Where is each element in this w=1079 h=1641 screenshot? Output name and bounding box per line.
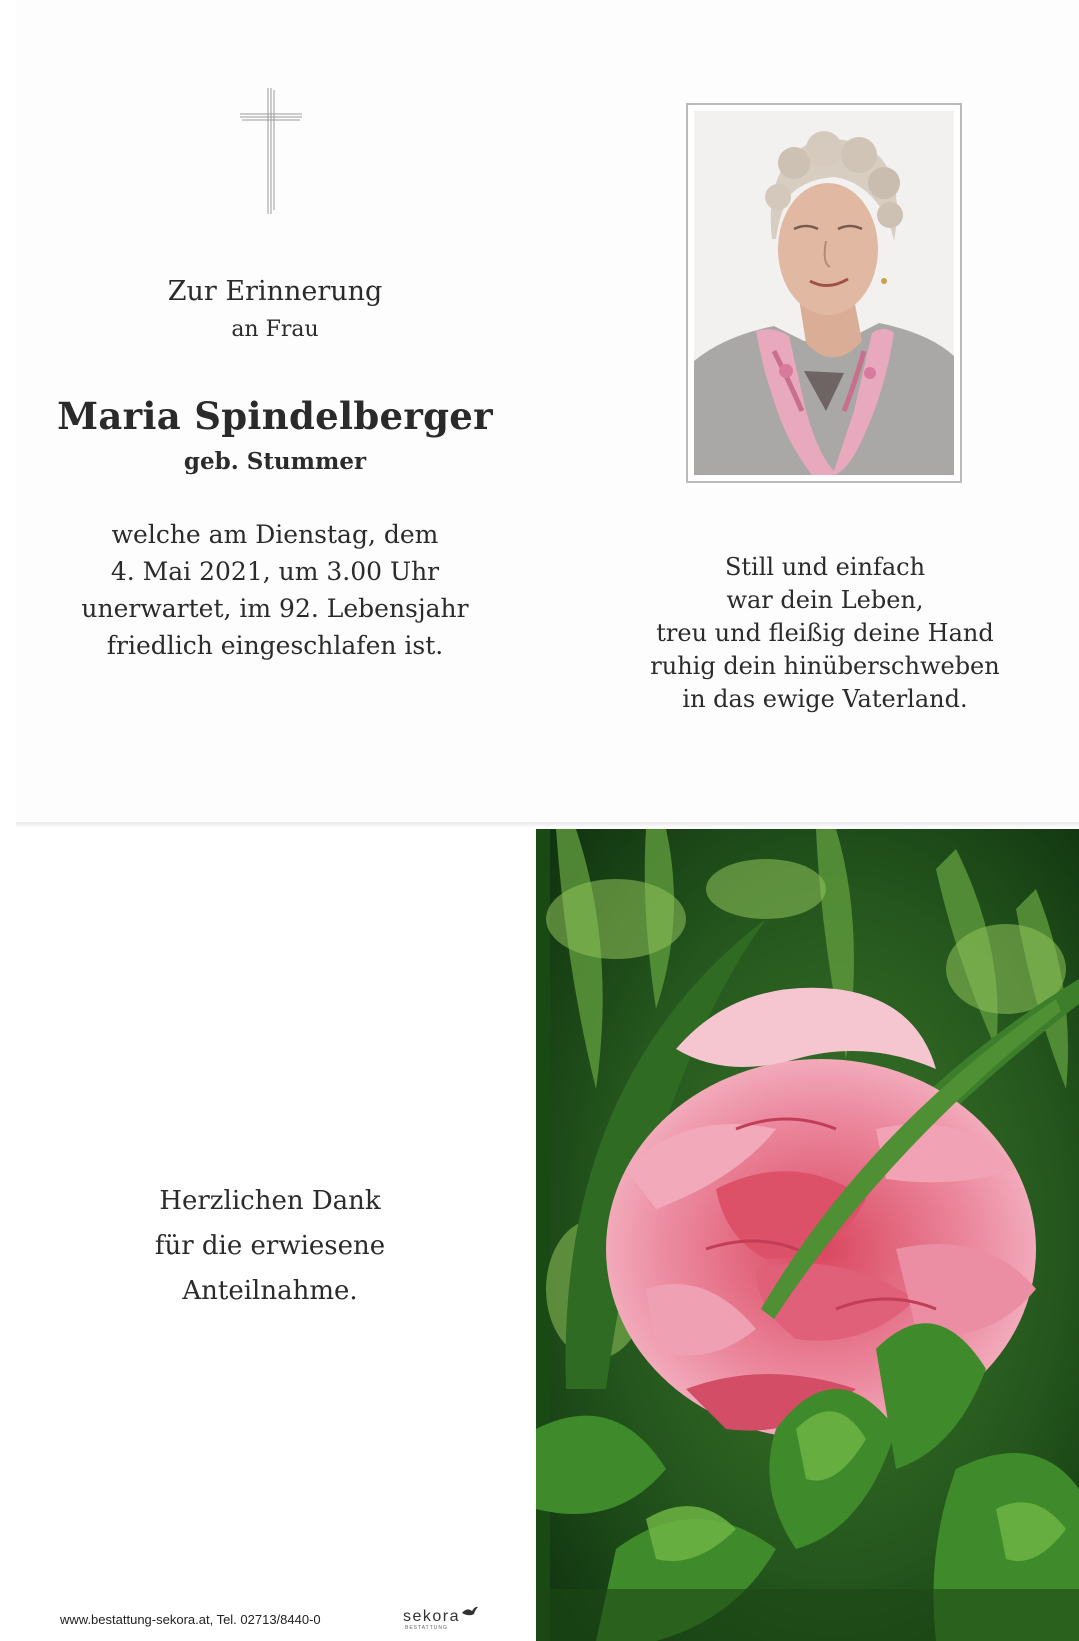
death-line: unerwartet, im 92. Lebensjahr <box>81 594 469 623</box>
logo-tagline: BESTATTUNG <box>405 1625 448 1631</box>
portrait-photo <box>686 103 962 483</box>
poem <box>640 551 1010 716</box>
bird-icon <box>461 1605 479 1619</box>
birth-name: geb. Stummer <box>183 448 367 475</box>
poem-line: treu und fleißig deine Hand <box>656 619 994 647</box>
intro-heading: Zur Erinnerung <box>167 276 383 307</box>
peony-image <box>536 829 1079 1641</box>
card-fold-edge <box>16 822 1079 828</box>
deceased-name: Maria Spindelberger <box>57 394 493 438</box>
thanks-line: Anteilnahme. <box>182 1276 358 1306</box>
logo-text: sekora <box>403 1608 461 1625</box>
flower-photo <box>536 829 1079 1641</box>
death-line: 4. Mai 2021, um 3.00 Uhr <box>110 557 440 586</box>
thanks-line: für die erwiesene <box>154 1231 386 1261</box>
funeral-home-contact: www.bestattung-sekora.at, Tel. 02713/8440-0 <box>60 1612 321 1627</box>
death-line: friedlich eingeschlafen ist. <box>106 631 444 660</box>
poem-line: war dein Leben, <box>726 586 924 614</box>
thanks-line: Herzlichen Dank <box>159 1186 381 1216</box>
cross-icon <box>240 88 302 214</box>
poem-line: in das ewige Vaterland. <box>682 685 968 713</box>
intro-block <box>50 272 500 348</box>
death-line: welche am Dienstag, dem <box>111 520 439 549</box>
portrait-image <box>694 111 954 475</box>
poem-line: ruhig dein hinüberschweben <box>650 652 1000 680</box>
funeral-home-logo <box>403 1608 483 1634</box>
thanks-message <box>90 1179 450 1314</box>
poem-line: Still und einfach <box>724 553 926 581</box>
intro-salutation: an Frau <box>231 317 319 342</box>
death-notice <box>50 516 500 664</box>
